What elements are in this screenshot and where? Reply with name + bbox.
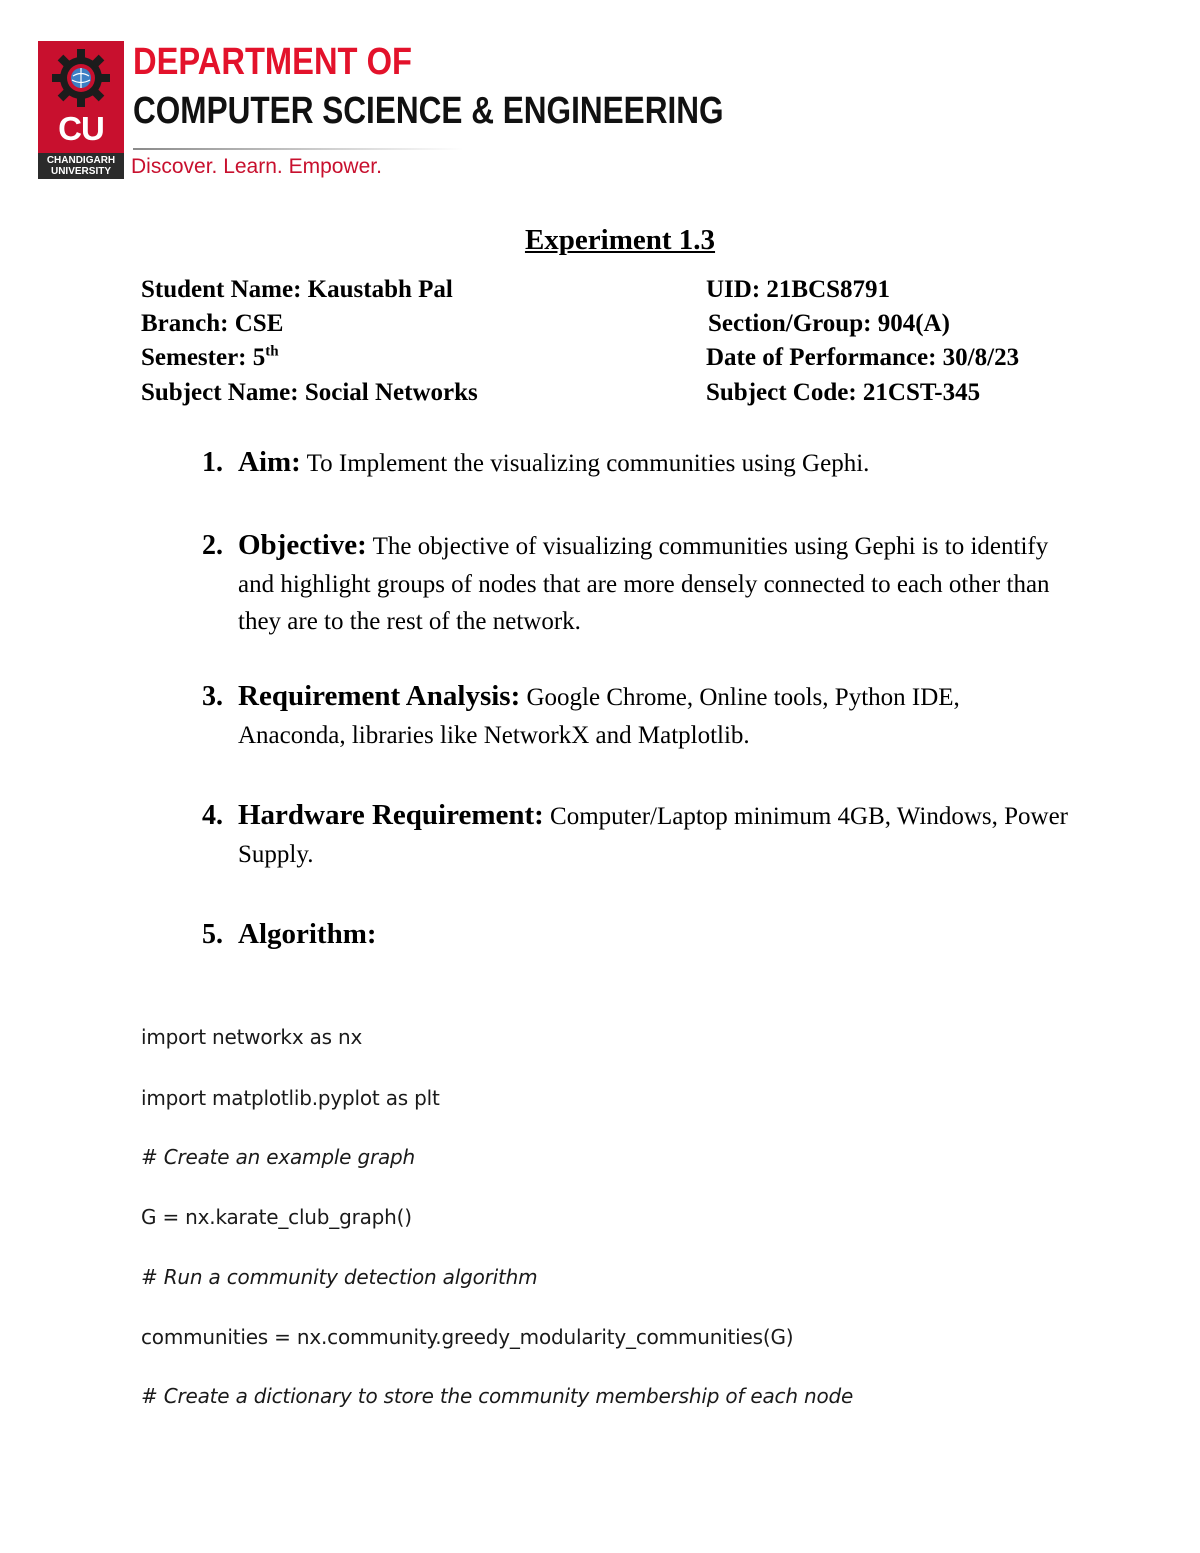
section-text: To Implement the visualizing communities using Gephi.: [306, 450, 870, 477]
department-heading-line1: DEPARTMENT OF: [133, 41, 412, 83]
section-algorithm: [202, 916, 1072, 955]
code-line: G = nx.karate_club_graph(): [141, 1205, 412, 1229]
section-number: 5.: [202, 919, 223, 950]
section-text: Computer/Laptop minimum 4GB, Windows, Power Supply.: [238, 803, 1069, 868]
university-logo: [38, 41, 124, 179]
student-uid: UID: 21BCS8791: [706, 276, 891, 303]
header-divider: [133, 148, 463, 150]
section-label: Requirement Analysis:: [238, 680, 521, 712]
subject-code: Subject Code: 21CST-345: [706, 379, 981, 406]
department-heading-line2: COMPUTER SCIENCE & ENGINEERING: [133, 90, 724, 132]
code-line: import matplotlib.pyplot as plt: [141, 1086, 440, 1110]
section-requirement-analysis: [202, 678, 1072, 754]
logo-univ-line1: CHANDIGARH: [46, 155, 116, 166]
section-number: 2.: [202, 530, 223, 561]
code-comment: # Create a dictionary to store the community membership of each node: [141, 1384, 854, 1408]
section-label: Hardware Requirement:: [238, 799, 544, 831]
code-line: communities = nx.community.greedy_modularity_communities(G): [141, 1325, 794, 1349]
section-label: Objective:: [238, 529, 367, 561]
section-label: Algorithm:: [238, 918, 377, 950]
branch: Branch: CSE: [141, 310, 284, 337]
section-number: 3.: [202, 681, 223, 712]
code-comment: # Create an example graph: [141, 1145, 415, 1169]
section-group: Section/Group: 904(A): [708, 310, 950, 337]
section-text: Google Chrome, Online tools, Python IDE, Anaconda, libraries like NetworkX and Matplotlib.: [238, 684, 960, 749]
code-comment: # Run a community detection algorithm: [141, 1265, 538, 1289]
semester-suffix: th: [265, 343, 279, 360]
date-of-performance: Date of Performance: 30/8/23: [706, 344, 1020, 371]
semester-value: Semester: 5: [141, 344, 266, 371]
subject-name: Subject Name: Social Networks: [141, 379, 478, 406]
code-line: import networkx as nx: [141, 1025, 363, 1049]
logo-univ-line2: UNIVERSITY: [50, 166, 111, 177]
tagline: Discover. Learn. Empower.: [131, 155, 382, 178]
student-name: Student Name: Kaustabh Pal: [141, 276, 453, 303]
gear-globe-icon: [50, 47, 112, 109]
section-label: Aim:: [238, 446, 301, 478]
section-number: 1.: [202, 447, 223, 478]
logo-university-name: [38, 153, 124, 179]
section-text: The objective of visualizing communities using Gephi is to identify and highlight groups of nodes that are more densely connected to each other than they are to the rest of the network.: [238, 533, 1050, 635]
section-objective: [202, 527, 1072, 641]
section-number: 4.: [202, 800, 223, 831]
semester: [141, 343, 279, 373]
logo-cu-text: CU: [58, 110, 104, 147]
section-aim: [202, 444, 1072, 483]
experiment-title: Experiment 1.3: [524, 224, 716, 256]
section-hardware-requirement: [202, 797, 1072, 873]
